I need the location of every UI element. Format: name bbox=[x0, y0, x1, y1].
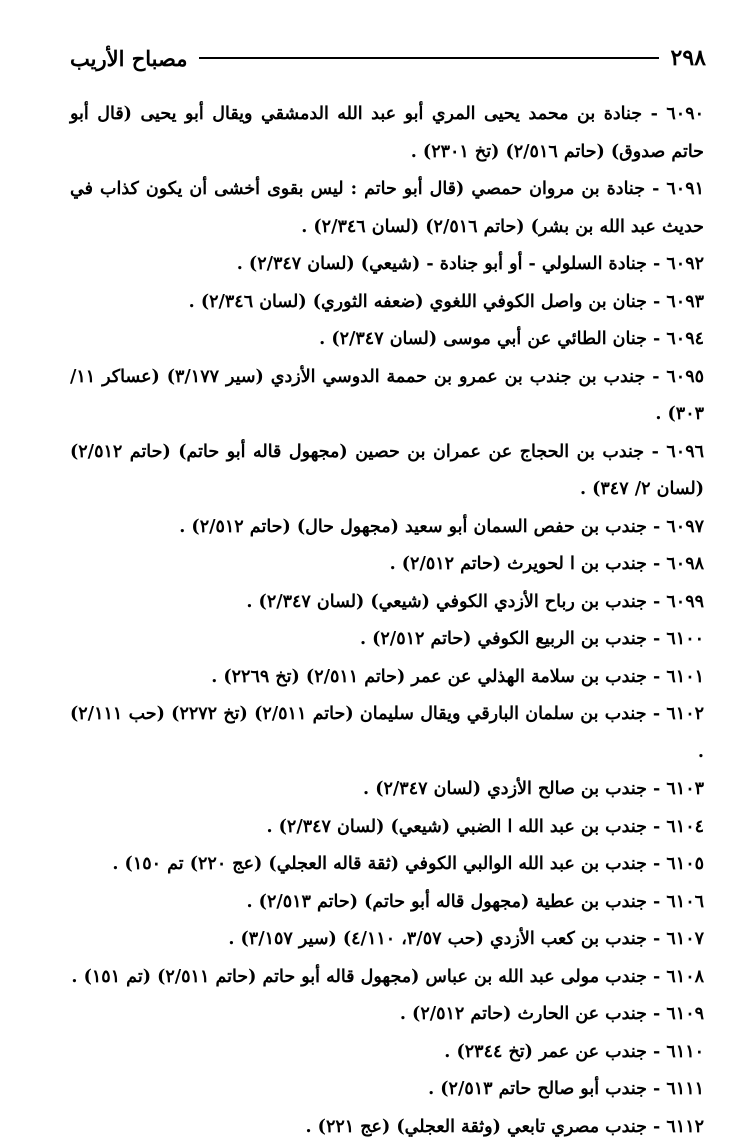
running-title: مصباح الأريب bbox=[70, 46, 187, 71]
entry-6092: ٦٠٩٢ - جنادة السلولي - أو أبو جنادة - (شيعي) (لسان ٢/٣٤٧) . bbox=[70, 246, 704, 284]
entry-6104: ٦١٠٤ - جندب بن عبد الله ا الضبي (شيعي) (لسان ٢/٣٤٧) . bbox=[70, 809, 704, 847]
entry-6103: ٦١٠٣ - جندب بن صالح الأزدي (لسان ٢/٣٤٧) . bbox=[70, 771, 704, 809]
entry-6090: ٦٠٩٠ - جنادة بن محمد يحيى المري أبو عبد الله الدمشقي ويقال أبو يحيى (قال أبو حاتم صدوق) (حاتم ٢/٥١٦) (تخ ٢٣٠١) . bbox=[70, 96, 704, 171]
entry-6100: ٦١٠٠ - جندب بن الربيع الكوفي (حاتم ٢/٥١٢) . bbox=[70, 621, 704, 659]
page-number: ٢٩٨ bbox=[671, 45, 706, 71]
header-rule bbox=[199, 57, 658, 59]
entry-list bbox=[70, 96, 704, 1146]
entry-6109: ٦١٠٩ - جندب عن الحارث (حاتم ٢/٥١٢) . bbox=[70, 996, 704, 1034]
entry-6110: ٦١١٠ - جندب عن عمر (تخ ٢٣٤٤) . bbox=[70, 1034, 704, 1072]
entry-6095: ٦٠٩٥ - جندب بن جندب بن عمرو بن حممة الدوسي الأزدي (سير ٣/١٧٧) (عساكر ١١/ ٣٠٣) . bbox=[70, 359, 704, 434]
entry-6096: ٦٠٩٦ - جندب بن الحجاج عن عمران بن حصين (مجهول قاله أبو حاتم) (حاتم ٢/٥١٢) (لسان ٢/ ٣٤٧) . bbox=[70, 434, 704, 509]
entry-6094: ٦٠٩٤ - جنان الطائي عن أبي موسى (لسان ٢/٣٤٧) . bbox=[70, 321, 704, 359]
entry-6093: ٦٠٩٣ - جنان بن واصل الكوفي اللغوي (ضعفه الثوري) (لسان ٢/٣٤٦) . bbox=[70, 284, 704, 322]
entry-6098: ٦٠٩٨ - جندب بن ا لحويرث (حاتم ٢/٥١٢) . bbox=[70, 546, 704, 584]
entry-6102: ٦١٠٢ - جندب بن سلمان البارقي ويقال سليمان (حاتم ٢/٥١١) (تخ ٢٢٧٢) (حب ٢/١١١) . bbox=[70, 696, 704, 771]
entry-6108: ٦١٠٨ - جندب مولى عبد الله بن عباس (مجهول قاله أبو حاتم (حاتم ٢/٥١١) (تم ١٥١) . bbox=[70, 959, 704, 997]
entry-6097: ٦٠٩٧ - جندب بن حفص السمان أبو سعيد (مجهول حال) (حاتم ٢/٥١٢) . bbox=[70, 509, 704, 547]
entry-6105: ٦١٠٥ - جندب بن عبد الله الوالبي الكوفي (ثقة قاله العجلي) (عج ٢٢٠) تم ١٥٠) . bbox=[70, 846, 704, 884]
entry-6107: ٦١٠٧ - جندب بن كعب الأزدي (حب ٣/٥٧، ٤/١١٠) (سير ٣/١٥٧) . bbox=[70, 921, 704, 959]
entry-6106: ٦١٠٦ - جندب بن عطية (مجهول قاله أبو حاتم) (حاتم ٢/٥١٣) . bbox=[70, 884, 704, 922]
entry-6091: ٦٠٩١ - جنادة بن مروان حمصي (قال أبو حاتم : ليس بقوى أخشى أن يكون كذاب في حديث عبد الله بن بشر) (حاتم ٢/٥١٦) (لسان ٢/٣٤٦) . bbox=[70, 171, 704, 246]
entry-6112: ٦١١٢ - جندب مصري تابعي (وثقة العجلي) (عج ٢٢١) . bbox=[70, 1109, 704, 1146]
entry-6111: ٦١١١ - جندب أبو صالح حاتم ٢/٥١٣) . bbox=[70, 1071, 704, 1109]
entry-6101: ٦١٠١ - جندب بن سلامة الهذلي عن عمر (حاتم ٢/٥١١) (تخ ٢٢٦٩) . bbox=[70, 659, 704, 697]
entry-6099: ٦٠٩٩ - جندب بن رباح الأزدي الكوفي (شيعي) (لسان ٢/٣٤٧) . bbox=[70, 584, 704, 622]
page-header bbox=[70, 38, 706, 78]
